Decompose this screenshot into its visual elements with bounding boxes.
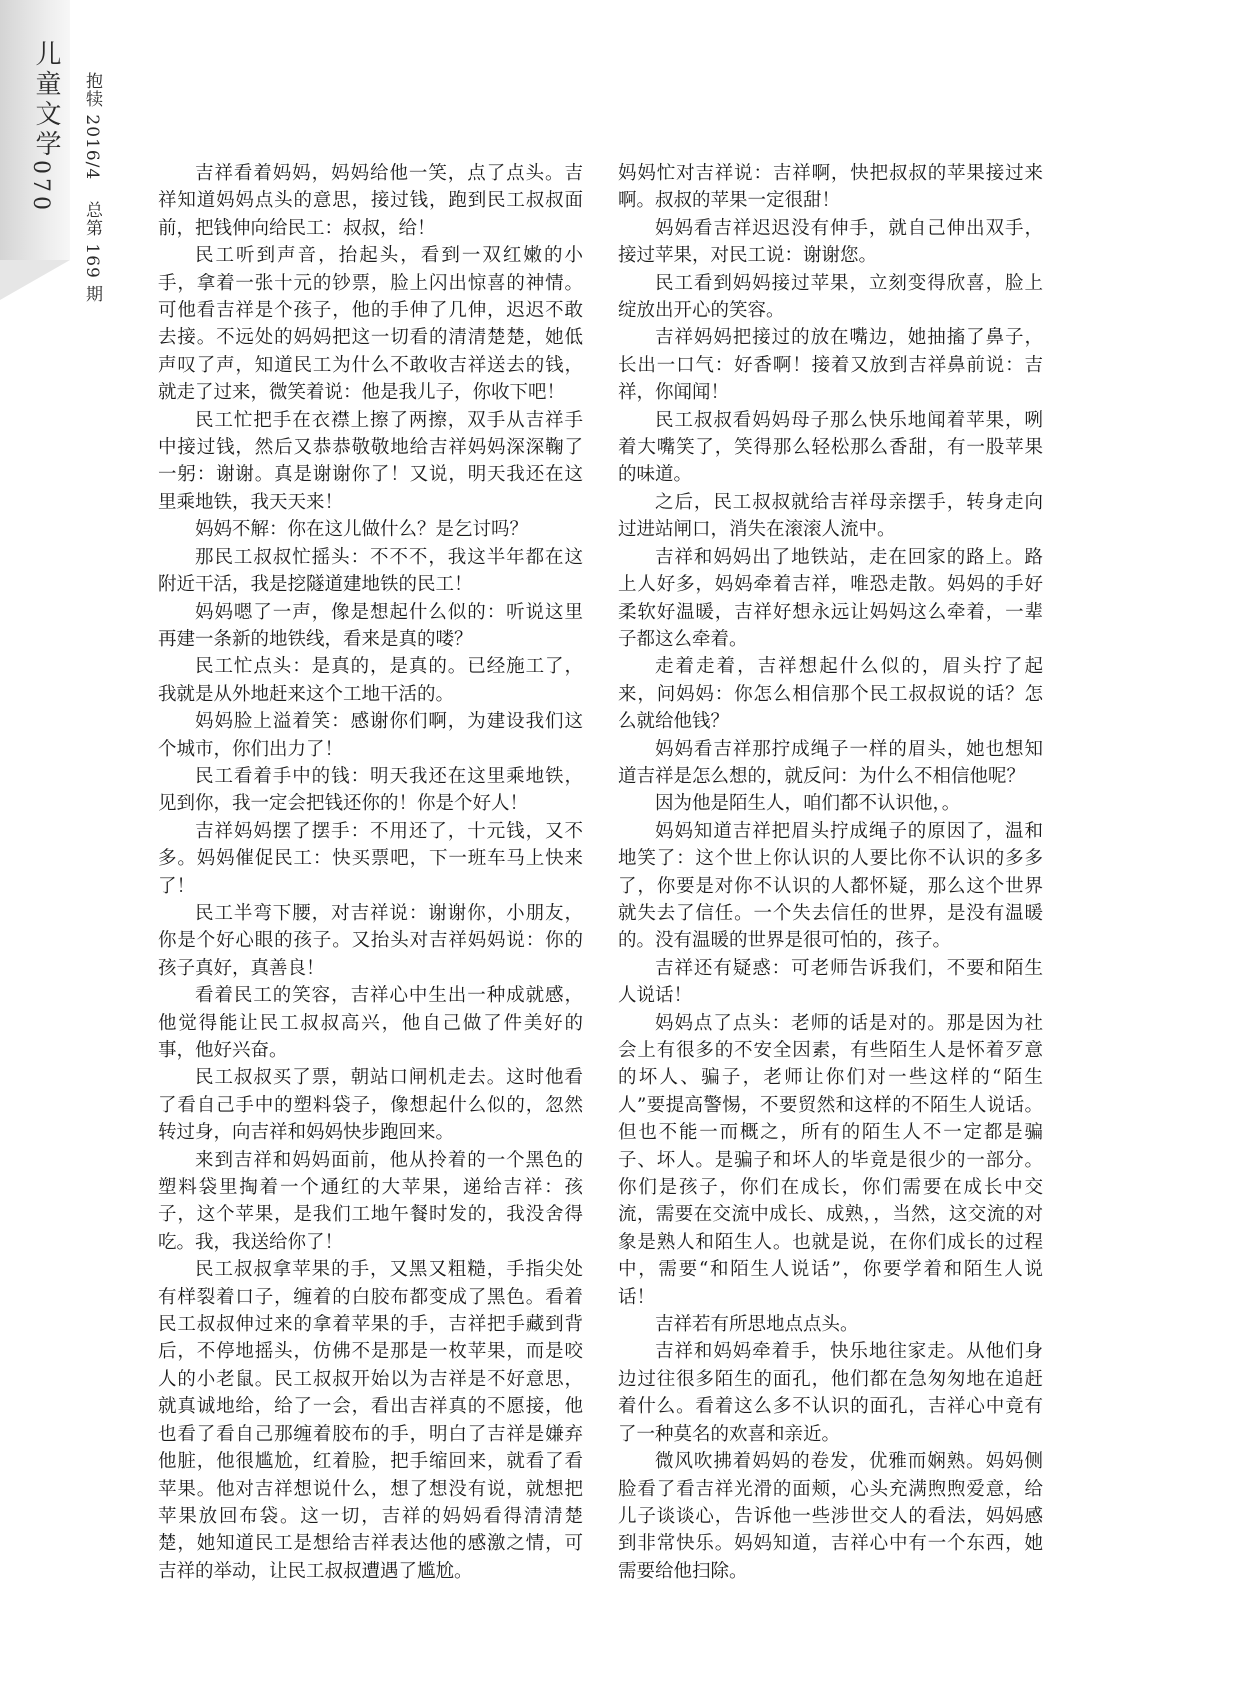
paragraph: 因为他是陌生人，咱们都不认识他，。 — [655, 793, 961, 815]
total-issue: 总第 169 期 — [82, 200, 102, 303]
paragraph: 走着走着，吉祥想起什么似的，眉头拧了起来，问妈妈：你怎么相信那个民工叔叔说的话？怎么就给他钱？ — [618, 656, 1043, 733]
section-name: 抱犊 — [82, 72, 102, 108]
paragraph: 吉祥看着妈妈，妈妈给他一笑，点了点头。吉祥知道妈妈点头的意思，接过钱，跑到民工叔叔面前，把钱伸向给民工：叔叔，给！ — [158, 163, 583, 239]
paragraph: 民工看到妈妈接过苹果，立刻变得欣喜，脸上绽放出开心的笑容。 — [618, 272, 1043, 322]
paragraph: 妈妈不解：你在这儿做什么？是乞讨吗？ — [195, 519, 529, 541]
paragraph: 妈妈知道吉祥把眉头拧成绳子的原因了，温和地笑了：这个世上你认识的人要比你不认识的多多了，你要是对你不认识的人都怀疑，那么这个世界就失去了信任。一个失去信任的世界，是没有温暖的。没有温暖的世界是很可怕的，孩子。 — [618, 820, 1043, 952]
paragraph: 吉祥妈妈摆了摆手：不用还了，十元钱，又不多。妈妈催促民工：快买票吧，下一班车马上快来了！ — [158, 820, 583, 897]
paragraph: 民工忙把手在衣襟上擦了两擦，双手从吉祥手中接过钱，然后又恭恭敬敬地给吉祥妈妈深深鞠了一躬：谢谢。真是谢谢你了！又说，明天我还在这里乘地铁，我天天来！ — [158, 409, 583, 513]
paragraph: 吉祥若有所思地点点头。 — [655, 1314, 859, 1336]
paragraph: 民工半弯下腰，对吉祥说：谢谢你，小朋友，你是个好心眼的孩子。又抬头对吉祥妈妈说：你的孩子真好，真善良！ — [158, 902, 583, 979]
paragraph: 民工叔叔拿苹果的手，又黑又粗糙，手指尖处有样裂着口子，缠着的白胶布都变成了黑色。看着民工叔叔伸过来的拿着苹果的手，吉祥把手藏到背后，不停地摇头，仿佛不是那是一枚苹果，而是咬人的小老鼠。民工叔叔开始以为吉祥是不好意思，就真诚地给，给了一会，看出吉祥真的不愿接，他也看了看自己那缠着胶布的手，明白了吉祥是嫌弃他脏，他很尴尬，红着脸，把手缩回来，就看了看苹果。他对吉祥想说什么，想了想没有说，就想把苹果放回布袋。这一切，吉祥的妈妈看得清清楚楚，她知道民工是想给吉祥表达他的感激之情，可吉祥的举动，让民工叔叔遭遇了尴尬。 — [158, 1259, 583, 1582]
paragraph: 吉祥还有疑惑：可老师告诉我们，不要和陌生人说话！ — [618, 957, 1043, 1007]
paragraph: 民工看着手中的钱：明天我还在这里乘地铁，见到你，我一定会把钱还你的！你是个好人！ — [158, 765, 583, 815]
paragraph-continuation: 妈妈忙对吉祥说：吉祥啊，快把叔叔的苹果接过来啊。叔叔的苹果一定很甜！ — [618, 163, 1043, 212]
paragraph: 民工忙点头：是真的，是真的。已经施工了，我就是从外地赶来这个工地干活的。 — [158, 656, 583, 705]
article-left-column — [158, 160, 583, 1585]
paragraph: 妈妈看吉祥迟迟没有伸手，就自己伸出双手，接过苹果，对民工说：谢谢您。 — [618, 217, 1043, 267]
paragraph: 吉祥和妈妈出了地铁站，走在回家的路上。路上人好多，妈妈牵着吉祥，唯恐走散。妈妈的手好柔软好温暖，吉祥好想永远让妈妈这么牵着，一辈子都这么牵着。 — [618, 546, 1043, 650]
paragraph: 民工叔叔买了票，朝站口闸机走去。这时他看了看自己手中的塑料袋子，像想起什么似的，忽然转过身，向吉祥和妈妈快步跑回来。 — [158, 1067, 583, 1144]
page-number: 070 — [28, 160, 53, 214]
paragraph: 妈妈看吉祥那拧成绳子一样的眉头，她也想知道吉祥是怎么想的，就反问：为什么不相信他呢？ — [618, 738, 1043, 787]
paragraph: 妈妈点了点头：老师的话是对的。那是因为社会上有很多的不安全因素，有些陌生人是怀着歹意的坏人、骗子，老师让你们对一些这样的“陌生人”要提高警惕，不要贸然和这样的不陌生人说话。但也不能一而概之，所有的陌生人不一定都是骗子、坏人。是骗子和坏人的毕竟是很少的一部分。你们是孩子，你们在成长，你们需要在成长中交流，需要在交流中成长、成熟，，当然，这交流的对象是熟人和陌生人。也就是说，在你们成长的过程中，需要“和陌生人说话”，你要学着和陌生人说话！ — [618, 1012, 1043, 1308]
paragraph: 吉祥和妈妈牵着手，快乐地往家走。从他们身边过往很多陌生的面孔，他们都在急匆匆地在追赶着什么。看着这么多不认识的面孔，吉祥心中竟有了一种莫名的欢喜和亲近。 — [618, 1341, 1043, 1445]
paragraph: 那民工叔叔忙摇头：不不不，我这半年都在这附近干活，我是挖隧道建地铁的民工！ — [158, 546, 583, 596]
paragraph: 微风吹拂着妈妈的卷发，优雅而娴熟。妈妈侧脸看了看吉祥光滑的面颊，心头充满煦煦爱意，给儿子谈谈心，告诉他一些涉世交人的看法，妈妈感到非常快乐。妈妈知道，吉祥心中有一个东西，她需要给他扫除。 — [618, 1451, 1043, 1582]
paragraph: 民工听到声音，抬起头，看到一双红嫩的小手，拿着一张十元的钞票，脸上闪出惊喜的神情。可他看吉祥是个孩子，他的手伸了几伸，迟迟不敢去接。不远处的妈妈把这一切看的清清楚楚，她低声叹了声，知道民工为什么不敢收吉祥送去的钱，就走了过来，微笑着说：他是我儿子，你收下吧！ — [158, 245, 583, 404]
paragraph: 民工叔叔看妈妈母子那么快乐地闻着苹果，咧着大嘴笑了，笑得那么轻松那么香甜，有一股苹果的味道。 — [618, 409, 1043, 486]
paragraph: 之后，民工叔叔就给吉祥母亲摆手，转身走向过进站闸口，消失在滚滚人流中。 — [618, 491, 1043, 541]
paragraph: 看着民工的笑容，吉祥心中生出一种成就感，他觉得能让民工叔叔高兴，他自己做了件美好的事，他好兴奋。 — [158, 985, 583, 1061]
issue-date: 2016/4 — [82, 114, 102, 181]
paragraph: 来到吉祥和妈妈面前，他从拎着的一个黑色的塑料袋里掏着一个通红的大苹果，递给吉祥：孩子，这个苹果，是我们工地午餐时发的，我没舍得吃。我，我送给你了！ — [158, 1149, 583, 1253]
magazine-name: 儿童文学 — [31, 40, 61, 160]
article-right-column — [618, 160, 1043, 1585]
paragraph: 妈妈嗯了一声，像是想起什么似的：听说这里再建一条新的地铁线，看来是真的喽？ — [158, 601, 583, 650]
issue-meta — [80, 72, 105, 303]
paragraph: 吉祥妈妈把接过的放在嘴边，她抽搐了鼻子，长出一口气：好香啊！接着又放到吉祥鼻前说：吉祥，你闻闻！ — [618, 327, 1043, 404]
paragraph: 妈妈脸上溢着笑：感谢你们啊，为建设我们这个城市，你们出力了！ — [158, 711, 583, 760]
